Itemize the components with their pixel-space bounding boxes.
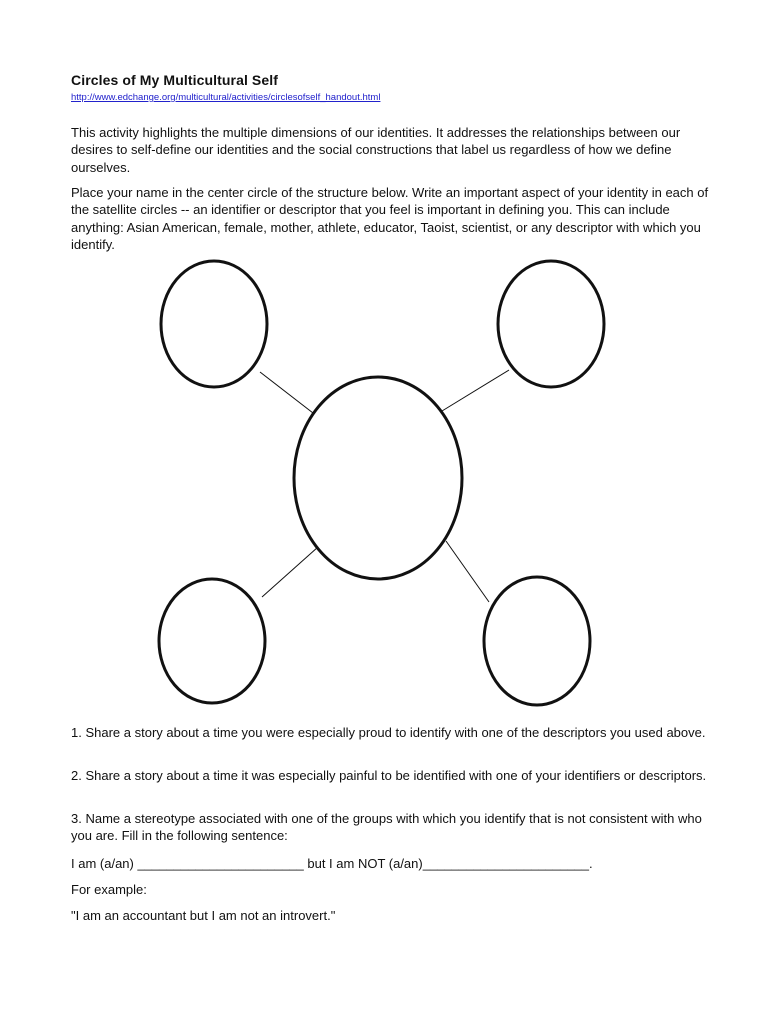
connector-bottom-right [446,541,489,602]
intro-paragraph: This activity highlights the multiple dimensions of our identities. It addresses the relationships between our desires to self-define our identities and the social constructions that label us regardless of how we define ourselves. [71,125,681,175]
satellite-circle-bottom-left[interactable] [159,579,265,703]
source-link[interactable]: http://www.edchange.org/multicultural/activities/circlesofself_handout.html [71,92,381,103]
sentence-template: I am (a/an) _______________________ but I am NOT (a/an)_______________________. [71,856,593,871]
document-title: Circles of My Multicultural Self [71,72,279,88]
connector-top-right [442,370,509,411]
satellite-circle-top-right[interactable] [498,261,604,387]
question-1: 1. Share a story about a time you were especially proud to identify with one of the descriptors you used above. [71,725,706,740]
center-circle[interactable] [294,377,462,579]
satellite-circle-top-left[interactable] [161,261,267,387]
question-2: 2. Share a story about a time it was especially painful to be identified with one of your identifiers or descriptors. [71,768,707,783]
instructions-paragraph: Place your name in the center circle of the structure below. Write an important aspect of your identity in each of the satellite circles -- an identifier or descriptor that you feel is important in defining you. This can include anything: Asian American, female, mother, athlete, educator, Taoist, scientist, or any descriptor with which you identify. [71,185,709,252]
satellite-circle-bottom-right[interactable] [484,577,590,705]
connector-bottom-left [262,547,318,597]
question-3: 3. Name a stereotype associated with one of the groups with which you identify that is not consistent with who you are. Fill in the following sentence: [71,811,702,844]
example-label: For example: [71,882,147,897]
example-text: "I am an accountant but I am not an introvert." [71,908,336,923]
connector-top-left [260,372,313,413]
